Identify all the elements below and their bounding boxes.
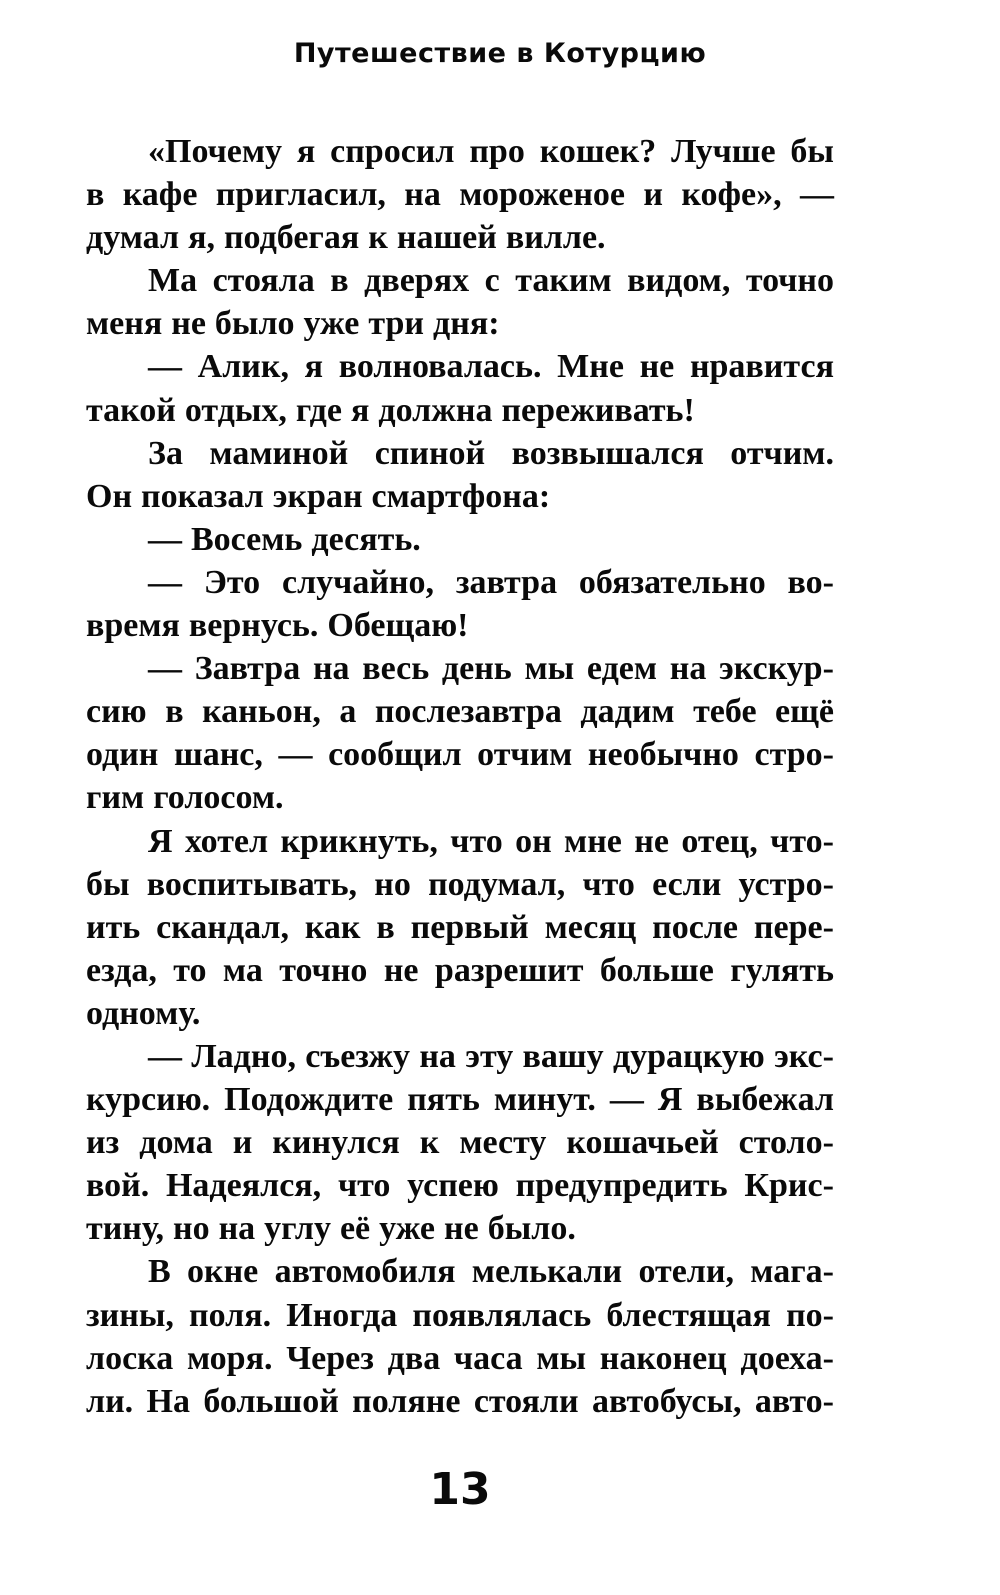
text-line: гим голосом. <box>86 779 284 817</box>
text-line: — Алик, я волновалась. Мне не нравится <box>148 348 834 386</box>
text-line: бы воспитывать, но подумал, что если устро- <box>86 865 834 903</box>
text-line: В окне автомобиля мелькали отели, мага- <box>148 1253 834 1291</box>
text-line: зины, поля. Иногда появлялась блестящая по- <box>86 1296 834 1334</box>
text-line: один шанс, — сообщил отчим необычно стро- <box>86 736 834 774</box>
text-line: — Завтра на весь день мы едем на экскур- <box>148 650 834 688</box>
text-line: такой отдых, где я должна переживать! <box>86 391 695 429</box>
text-line: — Ладно, съезжу на эту вашу дурацкую экс- <box>148 1037 834 1075</box>
text-line: сию в каньон, а послезавтра дадим тебе ещё <box>86 693 834 731</box>
text-line: «Почему я спросил про кошек? Лучше бы <box>148 133 834 170</box>
text-line: в кафе пригласил, на мороженое и кофе», — <box>86 176 834 214</box>
text-line: езда, то ма точно не разрешит больше гулять <box>86 951 834 989</box>
text-line: Я хотел крикнуть, что он мне не отец, что- <box>148 822 834 860</box>
text-line: За маминой спиной возвышался отчим. <box>148 434 834 472</box>
text-line: лоска моря. Через два часа мы наконец доеха- <box>86 1339 834 1377</box>
text-line: ить скандал, как в первый месяц после пере- <box>86 908 834 946</box>
page-number: 13 <box>429 1464 491 1515</box>
text-line: ли. На большой поляне стояли автобусы, авто- <box>86 1382 834 1420</box>
text-line: Он показал экран смартфона: <box>86 477 551 515</box>
text-line: — Это случайно, завтра обязательно во- <box>148 563 834 601</box>
text-line: вой. Надеялся, что успею предупредить Крис- <box>86 1167 834 1205</box>
text-line: время вернусь. Обещаю! <box>86 607 469 645</box>
text-line: Ма стояла в дверях с таким видом, точно <box>148 262 834 300</box>
text-line: тину, но на углу её уже не было. <box>86 1210 576 1248</box>
running-head: Путешествие в Котурцию <box>293 38 707 69</box>
text-line: курсию. Подождите пять минут. — Я выбежал <box>86 1081 834 1119</box>
text-line: меня не было уже три дня: <box>86 305 500 343</box>
text-line: одному. <box>86 994 201 1032</box>
text-line: — Восемь десять. <box>148 520 421 558</box>
body-text <box>86 130 834 1423</box>
text-line: думал я, подбегая к нашей вилле. <box>86 219 606 257</box>
text-line: из дома и кинулся к месту кошачьей столо- <box>86 1124 834 1162</box>
